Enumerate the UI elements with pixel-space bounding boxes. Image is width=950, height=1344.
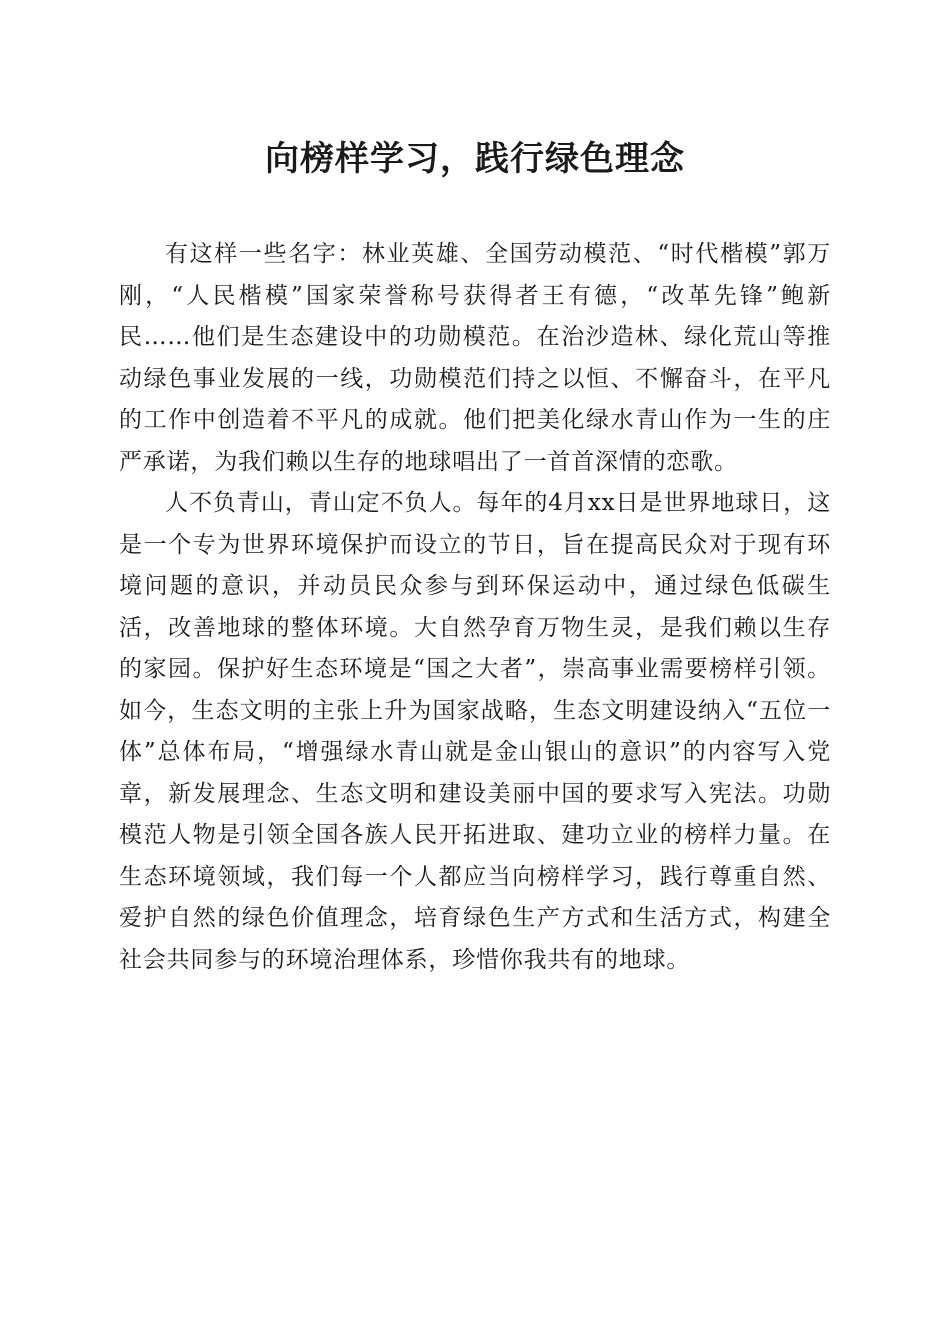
document-title: 向榜样学习，践行绿色理念	[265, 139, 685, 179]
document-body	[119, 234, 831, 981]
paragraph-1: 有这样一些名字：林业英雄、全国劳动模范、“时代楷模”郭万刚，“人民楷模”国家荣誉称号获得者王有德，“改革先锋”鲍新民……他们是生态建设中的功勋模范。在治沙造林、绿化荒山等推动绿色事业发展的一线，功勋模范们持之以恒、不懈奋斗，在平凡的工作中创造着不平凡的成就。他们把美化绿水青山作为一生的庄严承诺，为我们赖以生存的地球唱出了一首首深情的恋歌。	[119, 241, 831, 475]
paragraph-2: 人不负青山，青山定不负人。每年的4月xx日是世界地球日，这是一个专为世界环境保护而设立的节日，旨在提高民众对于现有环境问题的意识，并动员民众参与到环保运动中，通过绿色低碳生活，改善地球的整体环境。大自然孕育万物生灵，是我们赖以生存的家园。保护好生态环境是“国之大者”，崇高事业需要榜样引领。如今，生态文明的主张上升为国家战略，生态文明建设纳入“五位一体”总体布局，“增强绿水青山就是金山银山的意识”的内容写入党章，新发展理念、生态文明和建设美丽中国的要求写入宪法。功勋模范人物是引领全国各族人民开拓进取、建功立业的榜样力量。在生态环境领域，我们每一个人都应当向榜样学习，践行尊重自然、爱护自然的绿色价值理念，培育绿色生产方式和生活方式，构建全社会共同参与的环境治理体系，珍惜你我共有的地球。	[119, 490, 831, 973]
